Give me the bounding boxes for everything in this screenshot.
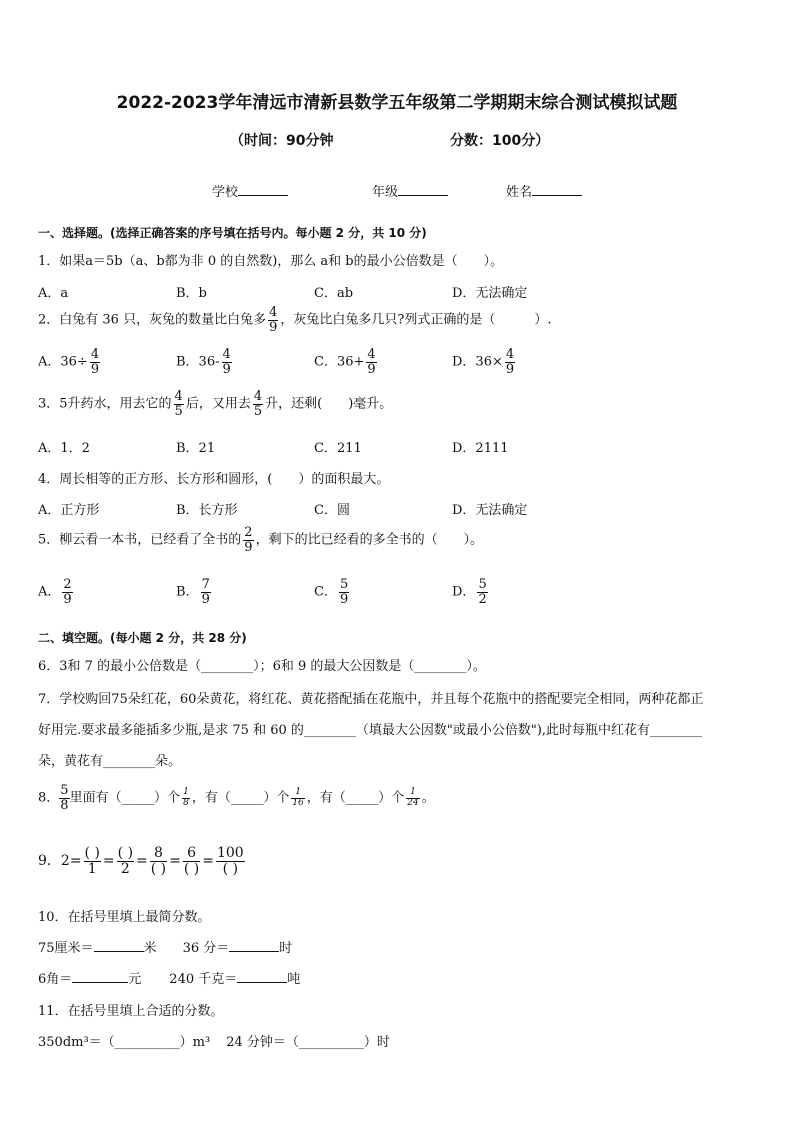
q2-option-a: A．36÷ $\frac{4}{9}$ — [38, 347, 100, 377]
name-field: 姓名 — [506, 181, 582, 200]
section-2-heading: 二、填空题。(每小题 2 分，共 28 分) — [38, 631, 247, 645]
fraction: $\frac{4}{9}$ — [269, 305, 278, 335]
question-4: 4．周长相等的正方形、长方形和圆形，( ）的面积最大。 — [38, 472, 390, 487]
question-3: 3．5升药水，用去它的 $\frac{4}{5}$ 后，又用去 $\frac{4}{5}$ 升，还剩( )毫升。 — [38, 389, 393, 419]
question-6: 6．3和 7 的最小公倍数是（________）；6和 9 的最大公因数是（________）。 — [38, 659, 486, 674]
grade-field: 年级 — [372, 181, 448, 200]
question-1: 1．如果a＝5b（a、b都为非 0 的自然数)，那么 a和 b的最小公倍数是（ ）。 — [38, 254, 504, 269]
q2-option-d: D．36× $\frac{4}{9}$ — [452, 347, 515, 377]
q1-option-c: C．ab — [314, 286, 354, 301]
q3-option-d: D．2111 — [452, 441, 509, 456]
q4-option-b: B．长方形 — [176, 503, 238, 518]
q2-option-c: C．36+ $\frac{4}{9}$ — [314, 347, 376, 377]
section-1-heading: 一、选择题。(选择正确答案的序号填在括号内。每小题 2 分，共 10 分) — [38, 226, 427, 240]
time-label: （时间：90分钟 — [230, 133, 334, 149]
q5-option-d: D． $\frac{5}{2}$ — [452, 577, 487, 607]
q4-option-a: A．正方形 — [38, 503, 100, 518]
q5-option-a: A． $\frac{2}{9}$ — [38, 577, 72, 607]
q10-line-2: 6角＝ 元 240 千克＝ 吨 — [38, 972, 301, 987]
q3-option-b: B．21 — [176, 441, 216, 456]
q4-option-d: D．无法确定 — [452, 503, 528, 518]
school-field: 学校 — [212, 181, 288, 200]
q5-option-c: C． $\frac{5}{9}$ — [314, 577, 349, 607]
score-label: 分数：100分） — [450, 133, 550, 149]
question-8: 8． $\frac{5}{8}$ 里面有（_____）个 $\frac{1}{8}$ ，有（_____）个 $\frac{1}{16}$ ，有（_____）个 $\frac{1}{24}$ 。 — [38, 783, 435, 813]
q4-option-c: C．圆 — [314, 503, 350, 518]
q1-option-a: A．a — [38, 286, 69, 301]
page-title: 2022-2023学年清远市清新县数学五年级第二学期期末综合测试模拟试题 — [116, 93, 678, 113]
question-7-line-2: 好用完.要求最多能插多少瓶,是求 75 和 60 的________（填最大公因数"或最小公倍数"),此时每瓶中红花有________ — [38, 723, 703, 738]
question-7-line-1: 7．学校购回75朵红花，60朵黄花，将红花、黄花搭配插在花瓶中，并且每个花瓶中的搭配要完全相同，两种花都正 — [38, 692, 704, 707]
question-10: 10．在括号里填上最简分数。 — [38, 910, 211, 925]
question-5: 5．柳云看一本书，已经看了全书的 $\frac{2}{9}$ ，剩下的比已经看的多全书的（ ）。 — [38, 525, 484, 555]
q3-option-a: A．1．2 — [38, 441, 90, 456]
question-2: 2．白兔有 36 只，灰兔的数量比白兔多 $\frac{4}{9}$ ，灰兔比白兔多几只?列式正确的是（ ）. — [38, 305, 552, 335]
q1-option-b: B．b — [176, 286, 207, 301]
q1-option-d: D．无法确定 — [452, 286, 528, 301]
question-9: 9．2= $\frac{( )}{1}$ = $\frac{( )}{2}$ = $\frac{8}{( )}$ = $\frac{6}{( )}$ = $\frac{100}{( )}$ — [38, 845, 244, 877]
q5-option-b: B． $\frac{7}{9}$ — [176, 577, 210, 607]
q3-option-c: C．211 — [314, 441, 362, 456]
q2-option-b: B．36- $\frac{4}{9}$ — [176, 347, 231, 377]
question-7-line-3: 朵，黄花有________朵。 — [38, 754, 182, 769]
question-11: 11．在括号里填上合适的分数。 — [38, 1004, 224, 1019]
q10-line-1: 75厘米＝ 米 36 分＝ 时 — [38, 941, 293, 956]
q11-line: 350dm³＝（__________）m³ 24 分钟＝（__________）时 — [38, 1035, 390, 1050]
